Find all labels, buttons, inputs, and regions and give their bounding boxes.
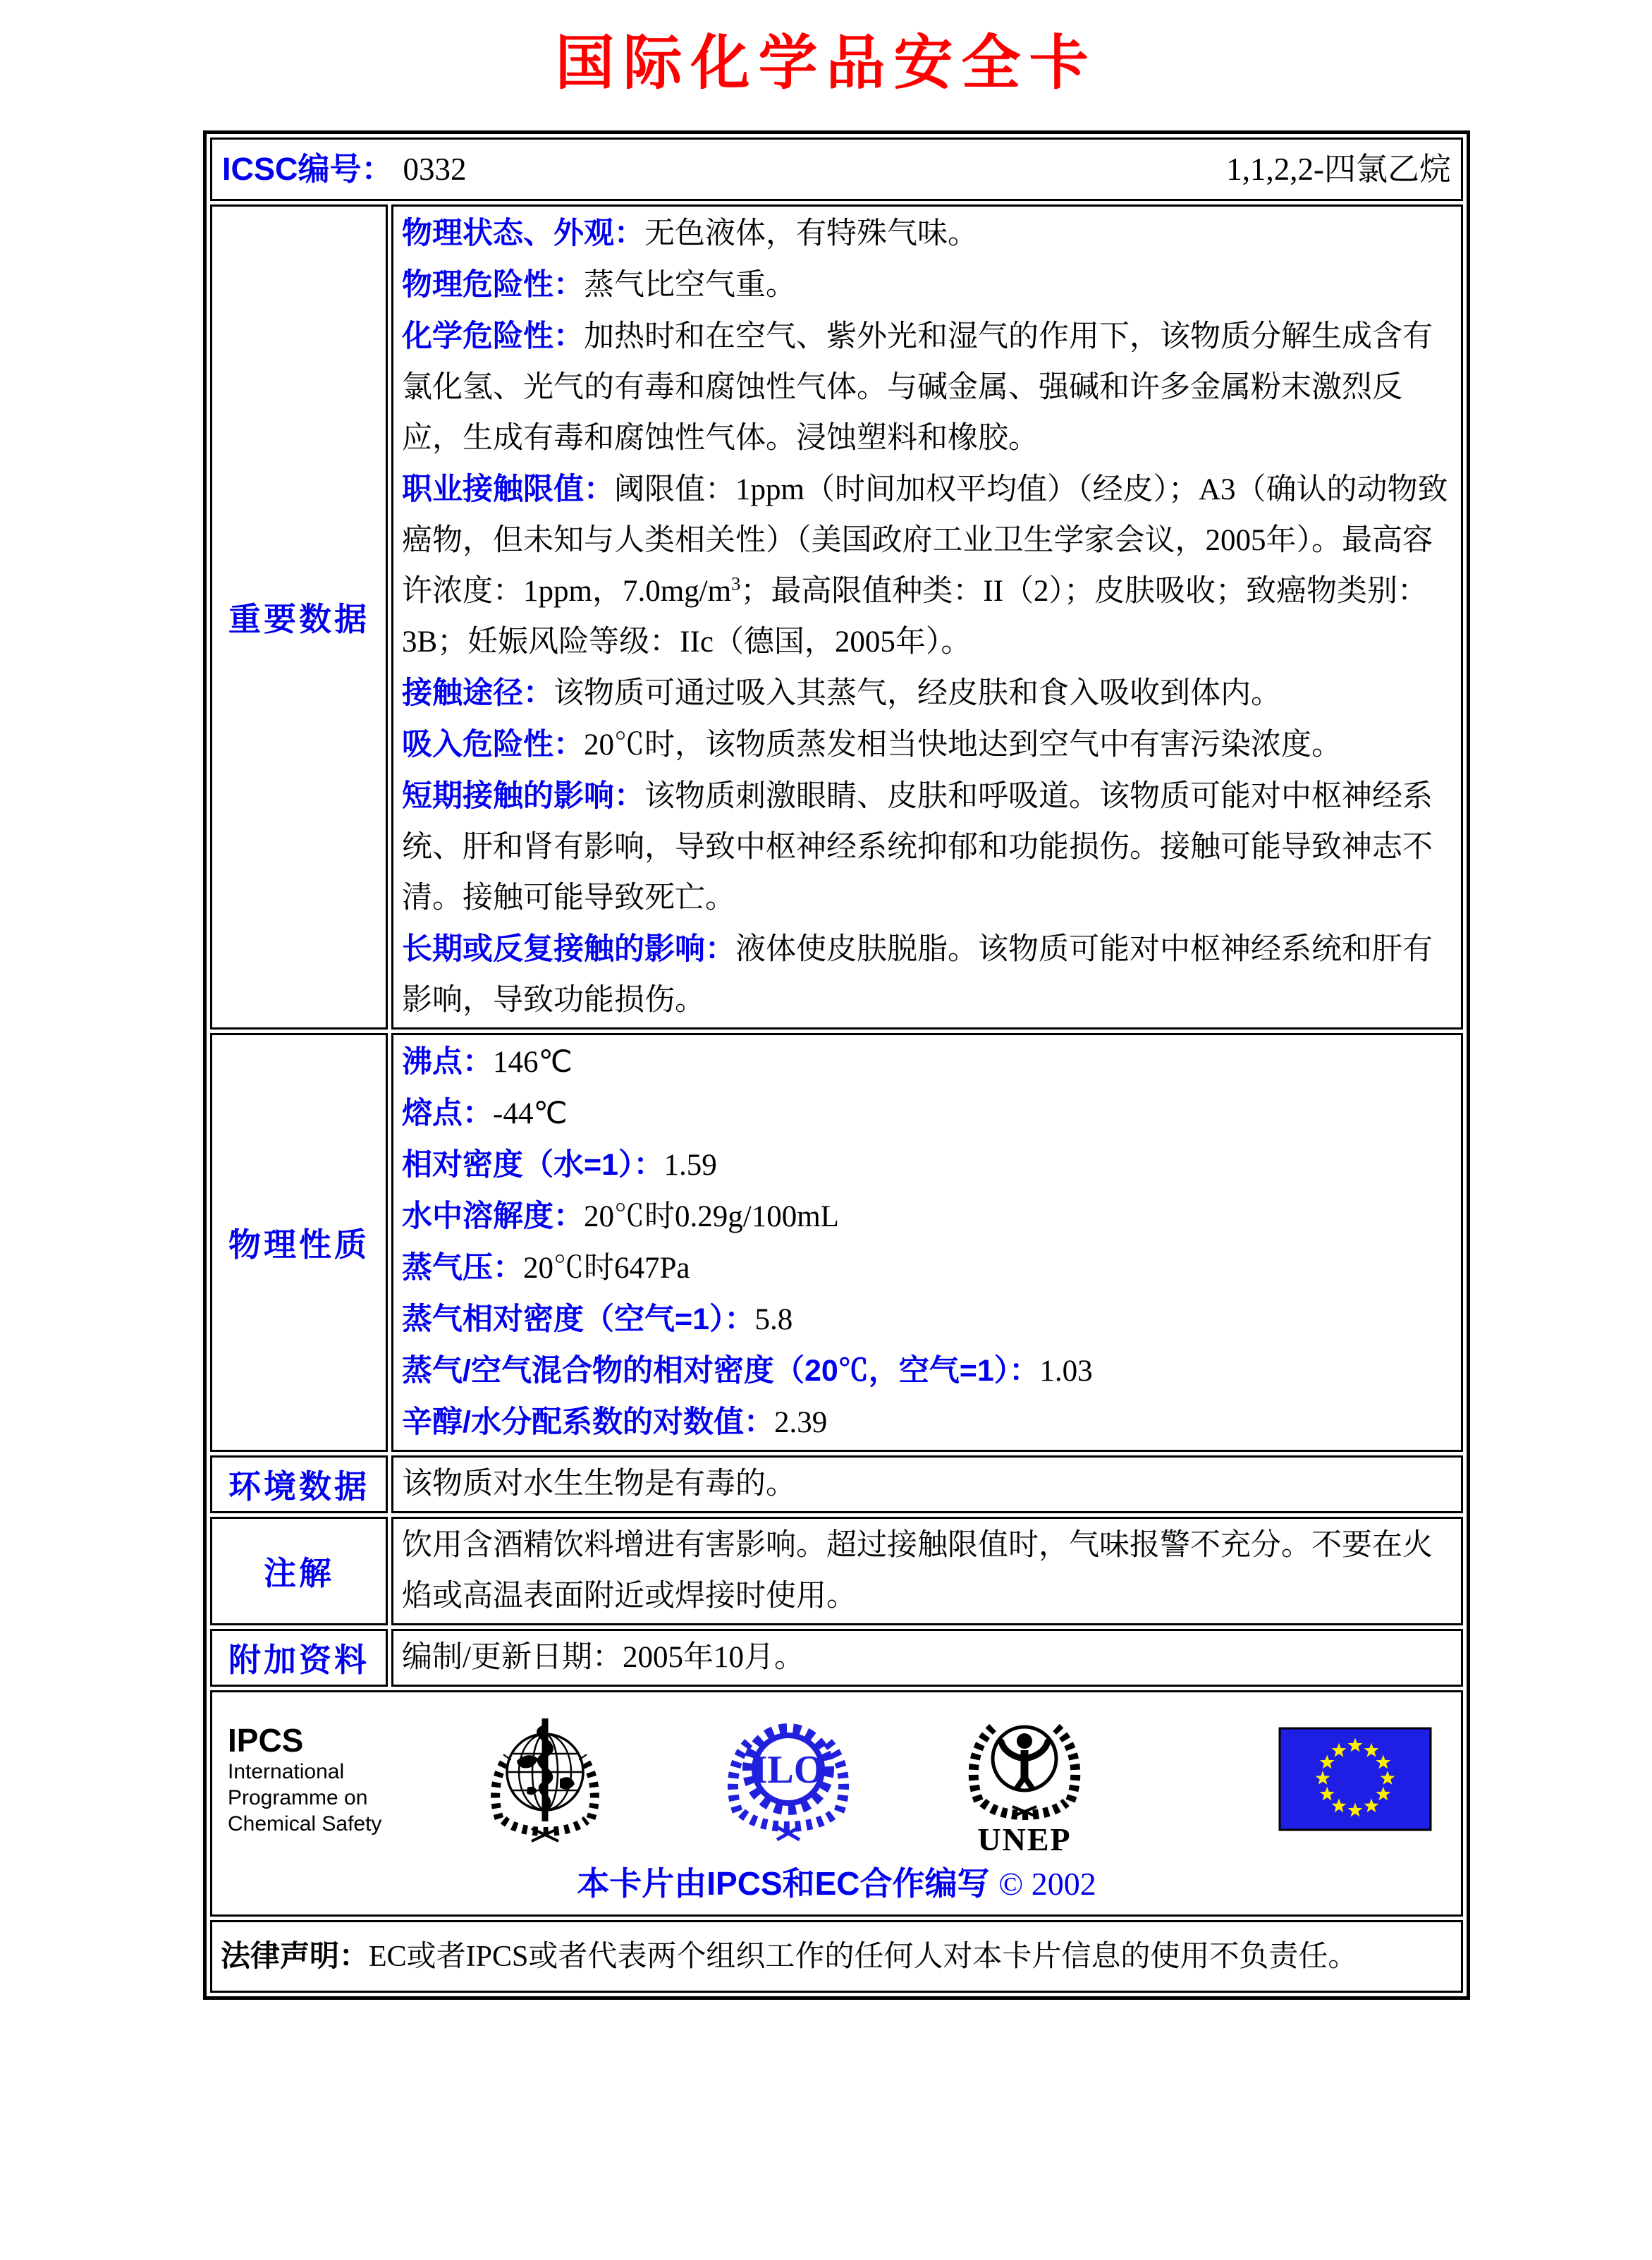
eu-flag-icon xyxy=(1278,1727,1432,1831)
page-title: 国际化学品安全卡 xyxy=(555,31,1097,97)
header-row xyxy=(210,138,1463,201)
additional-info-row xyxy=(210,1629,1463,1687)
icsc-card-table xyxy=(203,130,1470,2000)
ipcs-subtitle-line1: International xyxy=(228,1759,345,1783)
logos-row xyxy=(210,1690,1463,1917)
copyright-caption: 本卡片由IPCS和EC合作编写 © 2002 xyxy=(577,1865,1096,1902)
header-cell xyxy=(210,138,1463,201)
ipcs-title: IPCS xyxy=(228,1721,304,1759)
unep-logo-caption: UNEP xyxy=(977,1821,1072,1856)
ilo-logo-icon xyxy=(718,1711,859,1847)
important-data-content: 物理状态、外观：无色液体，有特殊气味。 物理危险性：蒸气比空气重。 化学危险性：加热时和在空气、紫外光和湿气的作用下，该物质分解生成含有氯化氢、光气的有毒和腐蚀性气体。与碱金属、强碱和许多金属粉末激烈反应，生成有毒和腐蚀性气体。浸蚀塑料和橡胶。 职业接触限值：阈限值：1ppm（时间加权平均值）（经皮）；A3（确认的动物致癌物，但未知与人类相关性）（美国政府工业卫生学家会议，2005年）。最高容许浓度：1ppm，$7.0mg/m^3$；最高限值种类：II（2）；皮肤吸收；致癌物类别：3B；妊娠风险等级：IIc（德国，2005年）。 接触途径：该物质可通过吸入其蒸气，经皮肤和食入吸收到体内。 吸入危险性：20℃时，该物质蒸发相当快地达到空气中有害污染浓度。 短期接触的影响：该物质刺激眼睛、皮肤和呼吸道。该物质可能对中枢神经系统、肝和肾有影响，导致中枢神经系统抑郁和功能损伤。接触可能导致神志不清。接触可能导致死亡。 长期或反复接触的影响：液体使皮肤脱脂。该物质可能对中枢神经系统和肝有影响，导致功能损伤。 xyxy=(391,204,1463,1030)
environmental-data-label: 环境数据 xyxy=(210,1455,388,1513)
logos-cell xyxy=(210,1690,1463,1917)
ipcs-subtitle-line3: Chemical Safety xyxy=(228,1812,382,1836)
chemical-name: 1,1,2,2-四氯乙烷 xyxy=(1226,152,1451,187)
additional-info-content: 编制/更新日期：2005年10月。 xyxy=(391,1629,1463,1687)
who-logo-icon xyxy=(478,1714,612,1845)
environmental-data-row xyxy=(210,1455,1463,1513)
ipcs-text-block xyxy=(228,1722,404,1837)
physical-properties-content: 沸点：146℃ 熔点：-44℃ 相对密度（水=1）：1.59 水中溶解度：20℃时0.29g/100mL 蒸气压：20℃时647Pa 蒸气相对密度（空气=1）：5.8 蒸气/空气混合物的相对密度（20℃，空气=1）：1.03 辛醇/水分配系数的对数值：2.39 xyxy=(391,1033,1463,1452)
ipcs-subtitle-line2: Programme on xyxy=(228,1785,368,1809)
physical-properties-label: 物理性质 xyxy=(210,1033,388,1452)
additional-info-label: 附加资料 xyxy=(210,1629,388,1687)
ilo-logo-text: ILO xyxy=(752,1748,825,1792)
notes-row xyxy=(210,1517,1463,1625)
important-data-label: 重要数据 xyxy=(210,204,388,1030)
unep-logo-icon xyxy=(957,1702,1091,1856)
icsc-number-value: 0332 xyxy=(403,152,467,187)
legal-row xyxy=(210,1920,1463,1993)
important-data-row xyxy=(210,204,1463,1030)
icsc-number-label: ICSC编号： xyxy=(222,151,393,187)
legal-notice: 法律声明：EC或者IPCS或者代表两个组织工作的任何人对本卡片信息的使用不负责任。 xyxy=(210,1920,1463,1993)
notes-content: 饮用含酒精饮料增进有害影响。超过接触限值时，气味报警不充分。不要在火焰或高温表面附近或焊接时使用。 xyxy=(391,1517,1463,1625)
physical-properties-row xyxy=(210,1033,1463,1452)
notes-label: 注解 xyxy=(210,1517,388,1625)
environmental-data-content: 该物质对水生生物是有毒的。 xyxy=(391,1455,1463,1513)
